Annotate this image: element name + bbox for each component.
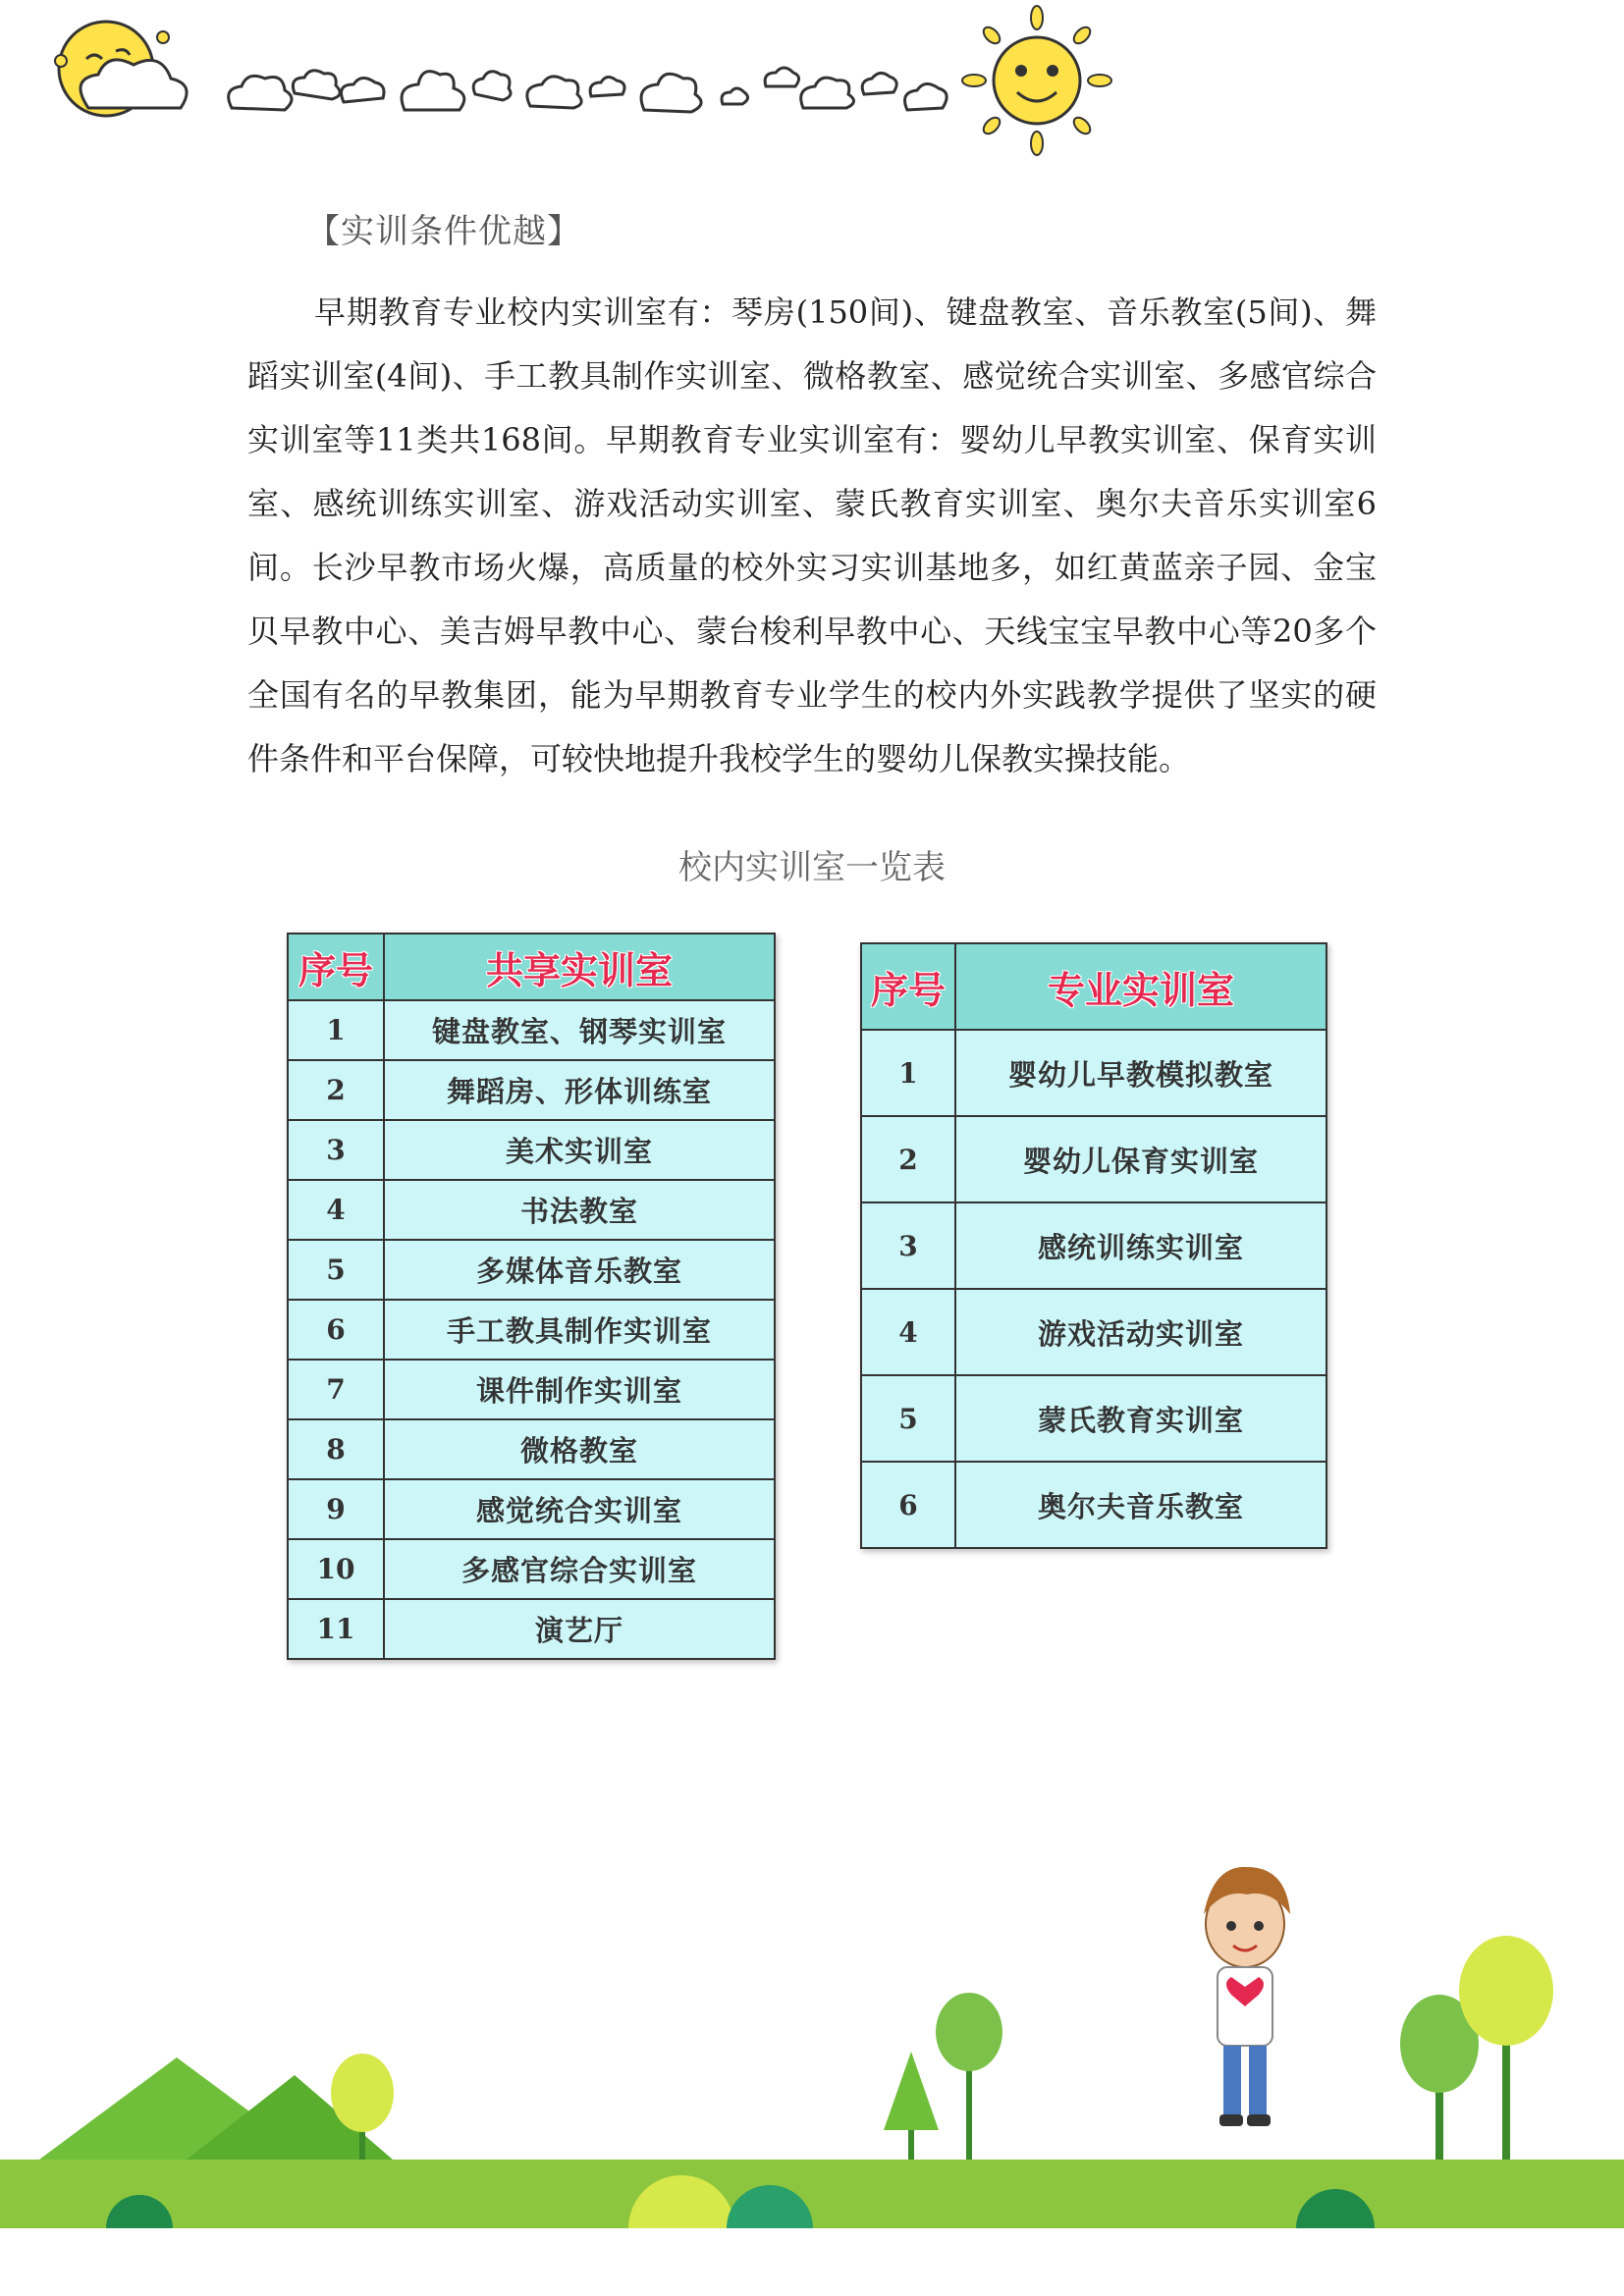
room-name: 婴幼儿保育实训室 xyxy=(955,1116,1326,1202)
room-name: 课件制作实训室 xyxy=(384,1360,775,1419)
table-row xyxy=(288,1419,775,1479)
table-row xyxy=(288,1180,775,1240)
column-header-index: 序号 xyxy=(861,943,955,1030)
row-index: 10 xyxy=(288,1539,384,1599)
table-row xyxy=(861,1289,1326,1375)
table-row xyxy=(861,1116,1326,1202)
row-index: 2 xyxy=(288,1060,384,1120)
table-row xyxy=(861,1462,1326,1548)
tree-icon xyxy=(936,1993,1002,2160)
room-name: 美术实训室 xyxy=(384,1120,775,1180)
table-row xyxy=(861,1030,1326,1116)
row-index: 4 xyxy=(288,1180,384,1240)
room-name: 微格教室 xyxy=(384,1419,775,1479)
column-header-room: 共享实训室 xyxy=(384,934,775,1000)
column-header-index: 序号 xyxy=(288,934,384,1000)
row-index: 9 xyxy=(288,1479,384,1539)
table-row xyxy=(288,1000,775,1060)
cartoon-child-icon xyxy=(1204,1867,1290,2126)
room-name: 婴幼儿早教模拟教室 xyxy=(955,1030,1326,1116)
footer-landscape xyxy=(0,1865,1624,2296)
body-paragraph: 早期教育专业校内实训室有：琴房(150间)、键盘教室、音乐教室(5间)、舞蹈实训室(4间)、手工教具制作实训室、微格教室、感觉统合实训室、多感官综合实训室等11类共168间。早期教育专业实训室有：婴幼儿早教实训室、保育实训室、感统训练实训室、游戏活动实训室、蒙氏教育实训室、奥尔夫音乐实训室6间。长沙早教市场火爆，高质量的校外实习实训基地多，如红黄蓝亲子园、金宝贝早教中心、美吉姆早教中心、蒙台梭利早教中心、天线宝宝早教中心等20多个全国有名的早教集团，能为早期教育专业学生的校内外实践教学提供了坚实的硬件条件和平台保障，可较快地提升我校学生的婴幼儿保教实操技能。 xyxy=(247,294,1377,777)
section-heading: 【实训条件优越】 xyxy=(306,212,581,251)
table-header-row xyxy=(861,943,1326,1030)
table-row xyxy=(288,1120,775,1180)
row-index: 5 xyxy=(288,1240,384,1300)
row-index: 7 xyxy=(288,1360,384,1419)
row-index: 6 xyxy=(288,1300,384,1360)
table-row xyxy=(288,1060,775,1120)
row-index: 11 xyxy=(288,1599,384,1659)
row-index: 4 xyxy=(861,1289,955,1375)
row-index: 1 xyxy=(288,1000,384,1060)
row-index: 6 xyxy=(861,1462,955,1548)
room-name: 游戏活动实训室 xyxy=(955,1289,1326,1375)
room-name: 感觉统合实训室 xyxy=(384,1479,775,1539)
room-name: 多媒体音乐教室 xyxy=(384,1240,775,1300)
table-row xyxy=(288,1539,775,1599)
row-index: 3 xyxy=(288,1120,384,1180)
room-name: 蒙氏教育实训室 xyxy=(955,1375,1326,1462)
row-index: 8 xyxy=(288,1419,384,1479)
room-name: 键盘教室、钢琴实训室 xyxy=(384,1000,775,1060)
doodle-clouds xyxy=(229,68,947,112)
table-row xyxy=(288,1360,775,1419)
professional-rooms-table xyxy=(860,942,1327,1549)
row-index: 3 xyxy=(861,1202,955,1289)
smiling-sun-icon xyxy=(962,6,1111,155)
row-index: 5 xyxy=(861,1375,955,1462)
room-name: 书法教室 xyxy=(384,1180,775,1240)
table-row xyxy=(861,1375,1326,1462)
table-header-row xyxy=(288,934,775,1000)
tree-icon xyxy=(1400,1995,1479,2179)
room-name: 舞蹈房、形体训练室 xyxy=(384,1060,775,1120)
table-row xyxy=(288,1599,775,1659)
room-name: 感统训练实训室 xyxy=(955,1202,1326,1289)
row-index: 2 xyxy=(861,1116,955,1202)
pine-tree-icon xyxy=(884,2052,939,2160)
sleepy-sun-icon xyxy=(55,22,187,116)
shared-rooms-table xyxy=(287,933,776,1660)
room-name: 奥尔夫音乐教室 xyxy=(955,1462,1326,1548)
tables-caption: 校内实训室一览表 xyxy=(678,848,946,887)
column-header-room: 专业实训室 xyxy=(955,943,1326,1030)
header-decoration xyxy=(0,0,1624,167)
table-row xyxy=(861,1202,1326,1289)
table-row xyxy=(288,1240,775,1300)
room-name: 演艺厅 xyxy=(384,1599,775,1659)
table-row xyxy=(288,1300,775,1360)
table-row xyxy=(288,1479,775,1539)
grass-ground xyxy=(0,2160,1624,2228)
room-name: 手工教具制作实训室 xyxy=(384,1300,775,1360)
room-name: 多感官综合实训室 xyxy=(384,1539,775,1599)
row-index: 1 xyxy=(861,1030,955,1116)
